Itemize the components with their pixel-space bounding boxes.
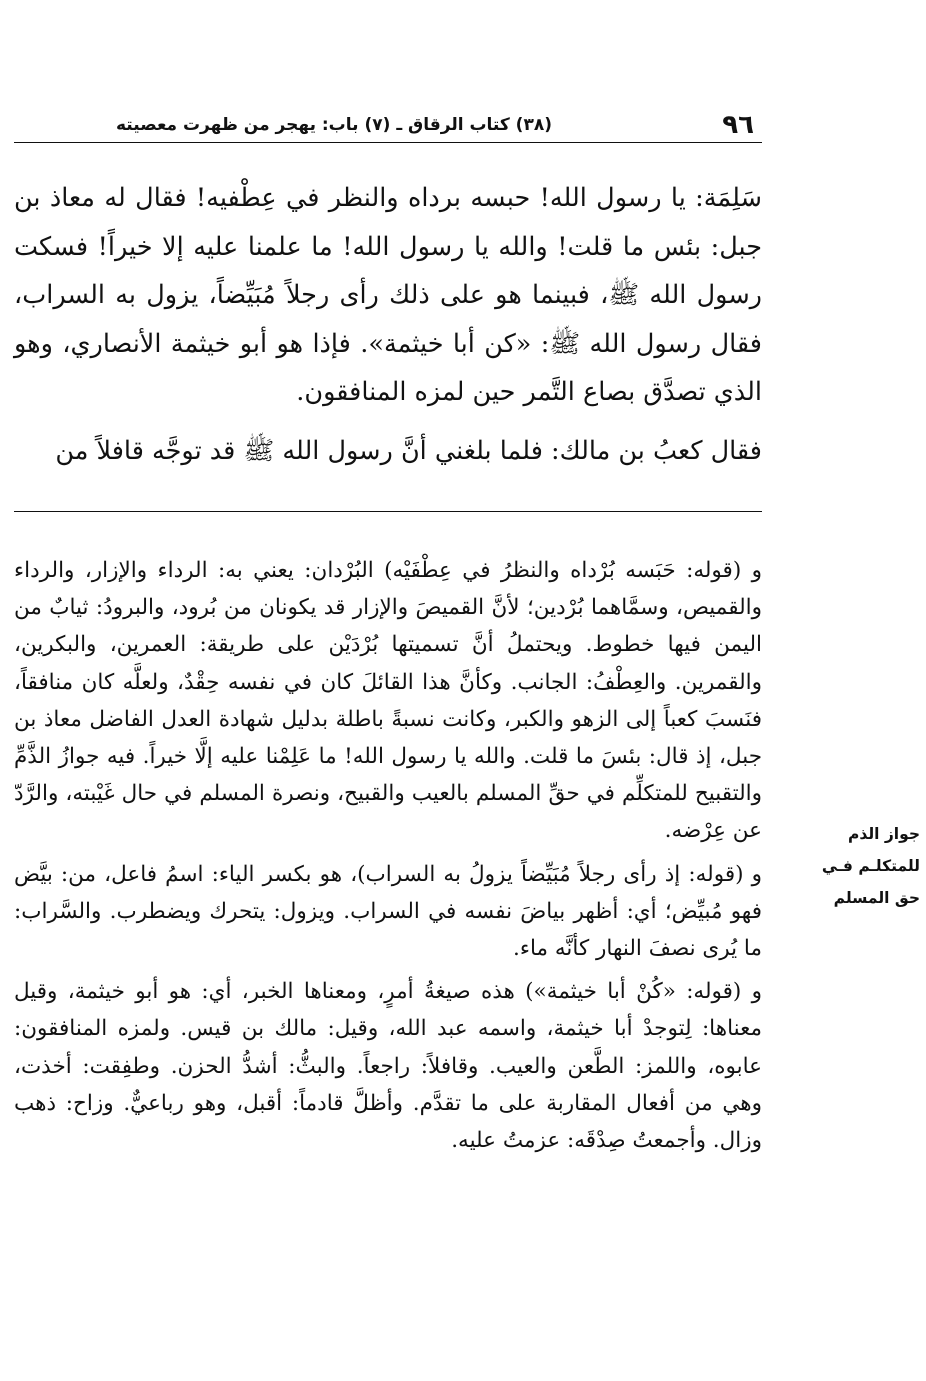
commentary-section xyxy=(14,552,762,1159)
hadith-text xyxy=(14,174,762,475)
hadith-paragraph: فقال كعبُ بن مالك: فلما بلغني أنَّ رسول الله ﷺ قد توجَّه قافلاً من xyxy=(55,435,762,466)
page-number: ٩٦ xyxy=(722,110,754,140)
margin-note-line: حق المسلم xyxy=(833,889,920,907)
hadith-paragraph: سَلِمَة: يا رسول الله! حبسه برداه والنظر في عِطْفيه! فقال له معاذ بن جبل: بئس ما قلت! والله يا رسول الله! ما علمنا عليه إلا خيراً! فسكت رسول الله ﷺ، فبينما هو على ذلك رأى رجلاً مُبَيِّضاً، يزول به السراب، فقال رسول الله ﷺ: «كن أبا خيثمة». فإذا هو أبو خيثمة الأنصاري، وهو الذي تصدَّق بصاع التَّمر حين لمزه المنافقون. xyxy=(14,183,762,407)
commentary-paragraph: و (قوله: إذ رأى رجلاً مُبَيِّضاً يزولُ به السراب)، هو بكسر الياء: اسمُ فاعل، من: بيَّض فهو مُبيِّض؛ أي: أظهر بياضَ نفسه في السراب. ويزول: يتحرك ويضطرب. والسَّراب: ما يُرى نصفَ النهار كأنَّه ماء. xyxy=(14,861,762,962)
commentary-paragraph: و (قوله: حَبَسه بُرْداه والنظرُ في عِطْفَيْه) البُرْدان: يعني به: الرداء والإزار، والرداء والقميص، وسمَّاهما بُرْدين؛ لأنَّ القميصَ والإزار قد يكونان من بُرود، والبرودُ: ثيابٌ من اليمن فيها خطوط. ويحتملُ أنَّ تسميتها بُرْدَيْن على طريقة: العمرين، والبكرين، والقمرين. والعِطْفُ: الجانب. وكأنَّ هذا القائلَ كان في نفسه حِقْدٌ، ولعلَّه كان منافقاً، فنَسبَ كعباً إلى الزهو والكبر، وكانت نسبةً باطلة بدليل شهادة العدل الفاضل معاذ بن جبل، إذ قال: بئسَ ما قلت. والله يا رسول الله! ما عَلِمْنا عليه إلَّا خيراً. فيه جوازُ الذَّمِّ والتقبيح للمتكلِّم في حقِّ المسلم بالعيب والقبيح، ونصرة المسلم في حال غَيْبته، والرَّدّ عن عِرْضه. xyxy=(14,558,762,844)
page-header xyxy=(14,108,762,143)
separator-line xyxy=(14,511,762,512)
running-title: (٣٨) كتاب الرقاق ـ (٧) باب: يهجر من ظهرت معصيته xyxy=(116,115,552,135)
margin-note xyxy=(770,818,920,914)
commentary-paragraph: و (قوله: «كُنْ أبا خيثمة») هذه صيغةُ أمرٍ، ومعناها الخبر، أي: هو أبو خيثمة، وقيل معناها: لِتوجدْ أبا خيثمة، واسمه عبد الله، وقيل: مالك بن قيس. ولمزه المنافقون: عابوه، واللمز: الطَّعن والعيب. وقافلاً: راجعاً. والبثُّ: أشدُّ الحزن. وطفِقت: أخذت، وهي من أفعال المقاربة على ما تقدَّم. وأظلَّ قادماً: أقبل، وهو رباعيٌّ. وزاح: ذهب وزال. وأجمعتُ صِدْقَه: عزمتُ عليه. xyxy=(14,979,762,1154)
margin-note-line: للمتكلـم فـي xyxy=(821,857,920,875)
margin-note-line: جواز الذم xyxy=(848,825,920,843)
